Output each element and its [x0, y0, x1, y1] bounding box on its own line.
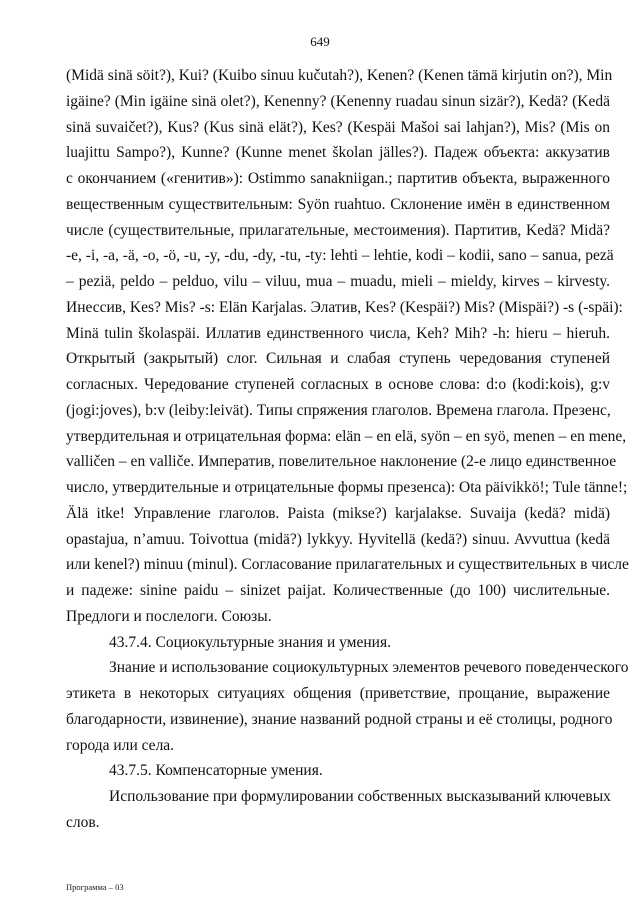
text-line: 43.7.4. Социокультурные знания и умения.: [109, 633, 391, 651]
text-line: Инессив, Kes? Mis? -s: Elän Karjalas. Элатив, Kes? (Kespäi?) Mis? (Mispäi?) -s (-späi):: [66, 298, 623, 316]
text-line: этикета в некоторых ситуациях общения (приветствие, прощание, выражение: [66, 685, 610, 702]
text-line: (Midä sinä söit?), Kui? (Kuibo sinuu kučutah?), Kenen? (Kenen tämä kirjutin on?), Min: [66, 67, 613, 84]
text-line: или kenel?) minuu (minul). Согласование прилагательных и существительных в числе: [66, 556, 629, 574]
text-line: города или села.: [66, 736, 175, 754]
text-line: и падеже: sinine paidu – sinizet paijat. Количественные (до 100) числительные.: [66, 582, 610, 599]
text-line: luajittu Sampo?), Kunne? (Kunne menet školan jälles?). Падеж объекта: аккузатив: [66, 144, 610, 162]
text-line: вещественным существительным: Syön ruahtuo. Склонение имён в единственном: [66, 195, 610, 213]
text-line: opastajua, n’amuu. Toivottua (midä?) lykkyy. Hyvitellä (kedä?) sinuu. Avvuttua (kedä: [66, 530, 610, 548]
text-line: (jogi:joves), b:v (leiby:leivät). Типы спряжения глаголов. Времена глагола. Презенс,: [66, 401, 611, 419]
page-footer: Программа – 03: [66, 882, 124, 892]
text-line: согласных. Чередование ступеней согласных в основе слова: d:o (kodi:kois), g:v: [66, 376, 610, 393]
text-line: слов.: [66, 813, 100, 831]
text-line: valličen – en valliče. Императив, повелительное наклонение (2-е лицо единственное: [66, 453, 617, 471]
text-line: Minä tulin školaspäi. Иллатив единственного числа, Keh? Mih? -h: hieru – hieruh.: [66, 324, 610, 342]
text-line: igäine? (Min igäine sinä olet?), Kenenny? (Kenenny ruadau sinun sizär?), Kedä? (Kedä: [66, 92, 610, 110]
text-line: Открытый (закрытый) слог. Сильная и слабая ступень чередования ступеней: [66, 350, 610, 368]
text-line: с окончанием («генитив»): Ostimmo sanakniigan.; партитив объекта, выраженного: [66, 170, 610, 187]
text-line: -e, -i, -a, -ä, -o, -ö, -u, -y, -du, -dy, -tu, -ty: lehti – lehtie, kodi – kodii, sano – sanua, pezä: [66, 247, 614, 265]
text-line: 43.7.5. Компенсаторные умения.: [109, 762, 323, 780]
text-line: Знание и использование социокультурных элементов речевого поведенческого: [109, 659, 629, 677]
text-line: sinä suvaičet?), Kus? (Kus sinä elät?), Kes? (Kespäi Mašoi sai lahjan?), Mis? (Mis on: [66, 118, 610, 136]
text-line: – peziä, peldo – pelduo, vilu – viluu, mua – muadu, mieli – mieldy, kirves – kirvesty.: [66, 273, 610, 290]
text-line: утвердительная и отрицательная форма: elän – en elä, syön – en syö, menen – en mene,: [66, 427, 627, 445]
text-line: благодарности, извинение), знание названий родной страны и её столицы, родного: [66, 710, 613, 728]
text-line: числе (существительные, прилагательные, местоимения). Партитив, Kedä? Midä?: [66, 221, 610, 239]
page-number: 649: [310, 34, 330, 49]
text-line: Использование при формулировании собственных высказываний ключевых: [109, 788, 611, 805]
text-line: Älä itke! Управление глаголов. Paista (mikse?) karjalakse. Suvaija (kedä? midä): [66, 504, 610, 522]
text-line: число, утвердительные и отрицательные формы презенса): Ota päivikkö!; Tule tänne!;: [66, 479, 628, 496]
text-line: Предлоги и послелоги. Союзы.: [66, 607, 272, 625]
